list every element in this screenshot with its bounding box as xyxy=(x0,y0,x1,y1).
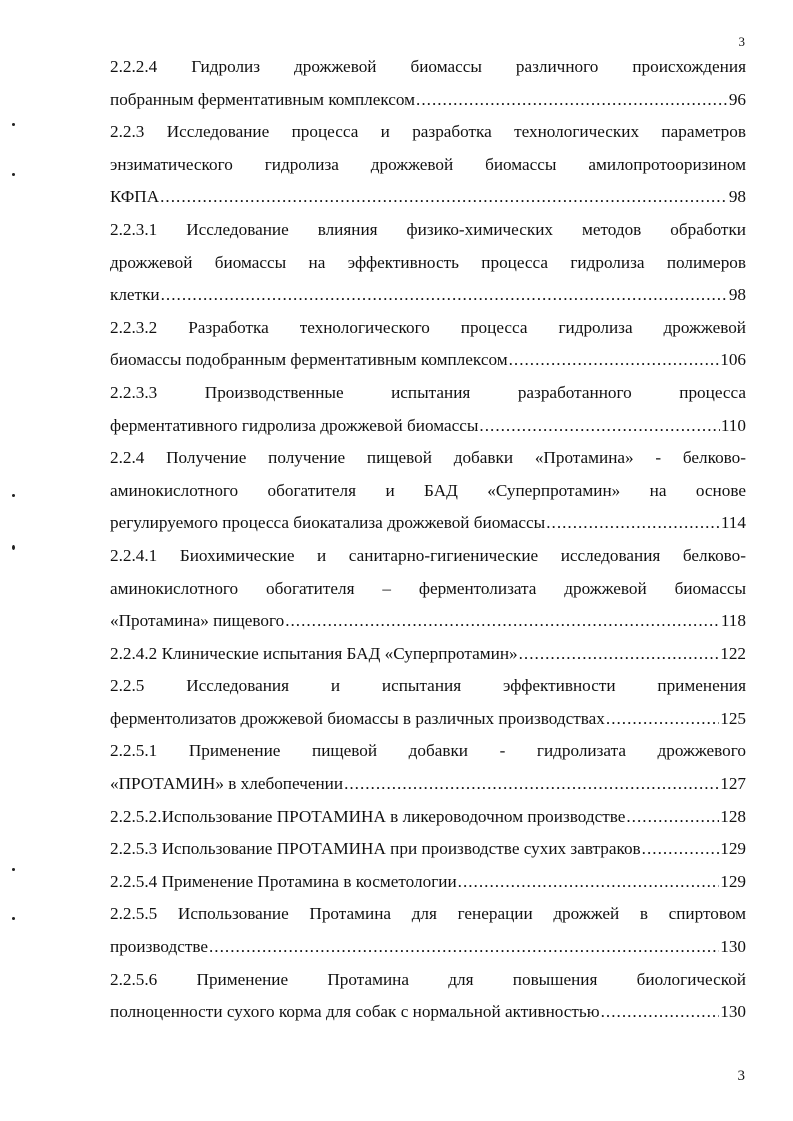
toc-page-number: 129 xyxy=(720,839,746,859)
toc-entry-last-line xyxy=(110,279,746,312)
toc-entry-title: «Протамина» пищевого xyxy=(110,611,285,631)
dot-leader xyxy=(509,344,720,377)
toc-page-number: 128 xyxy=(720,806,746,826)
toc-page-number: 118 xyxy=(720,611,746,631)
toc-entry-line: 2.2.3 Исследование процесса и разработка технологических параметров xyxy=(110,122,746,142)
toc-entry-last-line xyxy=(110,638,746,671)
toc-entry-title: «ПРОТАМИН» в хлебопечении xyxy=(110,774,344,794)
toc-entry-title: производстве xyxy=(110,937,208,957)
toc-page-number: 114 xyxy=(720,513,746,533)
toc-entry-last-line xyxy=(110,507,746,540)
dot-leader xyxy=(479,410,719,443)
toc-entry xyxy=(110,442,746,540)
toc-entry xyxy=(110,898,746,963)
toc-entry-last-line xyxy=(110,801,746,834)
toc-entry-last-line xyxy=(110,703,746,736)
scan-mark xyxy=(12,917,15,920)
toc-entry-line: 2.2.3.2 Разработка технологического процесса гидролиза дрожжевой xyxy=(110,317,746,337)
toc-entry-line: 2.2.5 Исследования и испытания эффективности применения xyxy=(110,676,746,696)
toc-entry-line: 2.2.4.1 Биохимические и санитарно-гигиенические исследования белково- xyxy=(110,545,746,565)
toc-entry-line: 2.2.5.6 Применение Протамина для повышения биологической xyxy=(110,969,746,989)
toc-entry xyxy=(110,801,746,834)
toc-entry xyxy=(110,312,746,377)
toc-entry xyxy=(110,735,746,800)
toc-entry-last-line xyxy=(110,931,746,964)
toc-page-number: 127 xyxy=(720,774,746,794)
toc-entry-title: регулируемого процесса биокатализа дрожжевой биомассы xyxy=(110,513,546,533)
toc-entry-title: ферментативного гидролиза дрожжевой биомассы xyxy=(110,415,479,435)
dot-leader xyxy=(285,605,720,638)
toc-entry xyxy=(110,638,746,671)
toc-entry-title: КФПА xyxy=(110,187,160,207)
dot-leader xyxy=(416,84,728,117)
toc-entry xyxy=(110,833,746,866)
toc-page-number: 96 xyxy=(728,89,746,109)
dot-leader xyxy=(642,833,720,866)
toc-entry-title: 2.2.5.4 Применение Протамина в косметологии xyxy=(110,871,457,891)
toc-entry-title: биомассы подобранным ферментативным комплексом xyxy=(110,350,508,370)
toc-entry-title: побранным ферментативным комплексом xyxy=(110,89,416,109)
dot-leader xyxy=(519,638,720,671)
toc-entry-line: 2.2.3.3 Производственные испытания разработанного процесса xyxy=(110,382,746,402)
toc-entry-last-line xyxy=(110,866,746,899)
toc-page-number: 98 xyxy=(728,285,746,305)
dot-leader xyxy=(458,866,720,899)
page-number-top: 3 xyxy=(738,34,745,49)
toc-entry xyxy=(110,540,746,638)
toc-entry-title: 2.2.5.2.Использование ПРОТАМИНА в ликероводочном производстве xyxy=(110,806,626,826)
toc-page-number: 110 xyxy=(720,415,746,435)
toc-entry-last-line xyxy=(110,833,746,866)
toc-entry-line: 2.2.4 Получение получение пищевой добавки «Протамина» - белково- xyxy=(110,448,746,468)
toc-page-number: 130 xyxy=(720,937,746,957)
toc-entry xyxy=(110,670,746,735)
toc-entry xyxy=(110,116,746,214)
scan-mark xyxy=(12,494,15,497)
toc-page-number: 125 xyxy=(720,708,746,728)
toc-entry-last-line xyxy=(110,410,746,443)
scan-mark xyxy=(12,868,15,871)
toc-entry-title: 2.2.4.2 Клинические испытания БАД «Суперпротамин» xyxy=(110,643,518,663)
toc-entry xyxy=(110,51,746,116)
page-number-bottom: 3 xyxy=(737,1068,745,1084)
dot-leader xyxy=(161,279,728,312)
toc-entry xyxy=(110,866,746,899)
toc-entry-title: клетки xyxy=(110,285,160,305)
toc-entry-last-line xyxy=(110,605,746,638)
toc-entry-title: 2.2.5.3 Использование ПРОТАМИНА при производстве сухих завтраков xyxy=(110,839,641,859)
toc-entry-last-line xyxy=(110,181,746,214)
toc-page-number: 129 xyxy=(720,871,746,891)
scan-mark xyxy=(12,545,15,550)
toc-page-number: 98 xyxy=(728,187,746,207)
dot-leader xyxy=(209,931,719,964)
dot-leader xyxy=(601,996,720,1029)
toc-entry-line: дрожжевой биомассы на эффективность процесса гидролиза полимеров xyxy=(110,252,746,272)
toc-entry-last-line xyxy=(110,344,746,377)
dot-leader xyxy=(546,507,720,540)
toc-entry-line: 2.2.3.1 Исследование влияния физико-химических методов обработки xyxy=(110,219,746,239)
scan-mark xyxy=(12,173,15,176)
table-of-contents xyxy=(110,51,746,1029)
toc-page-number: 122 xyxy=(720,643,746,663)
toc-entry xyxy=(110,214,746,312)
toc-entry-line: 2.2.2.4 Гидролиз дрожжевой биомассы различного происхождения xyxy=(110,57,746,76)
toc-entry xyxy=(110,377,746,442)
toc-entry-line: аминокислотного обогатителя – ферментолизата дрожжевой биомассы xyxy=(110,578,746,598)
scan-mark xyxy=(12,123,15,126)
toc-entry-last-line xyxy=(110,996,746,1029)
toc-page-number: 106 xyxy=(720,350,746,370)
toc-entry-title: полноценности сухого корма для собак с нормальной активностью xyxy=(110,1002,600,1022)
toc-entry-line: энзиматического гидролиза дрожжевой биомассы амилопротооризином xyxy=(110,154,746,174)
toc-page-number: 130 xyxy=(720,1002,746,1022)
dot-leader xyxy=(344,768,719,801)
toc-entry-title: ферментолизатов дрожжевой биомассы в различных производствах xyxy=(110,708,605,728)
toc-entry-line: аминокислотного обогатителя и БАД «Суперпротамин» на основе xyxy=(110,480,746,500)
toc-entry xyxy=(110,964,746,1029)
dot-leader xyxy=(606,703,719,736)
toc-entry-line: 2.2.5.5 Использование Протамина для генерации дрожжей в спиртовом xyxy=(110,904,746,924)
dot-leader xyxy=(160,181,728,214)
toc-entry-last-line xyxy=(110,84,746,117)
dot-leader xyxy=(626,801,719,834)
toc-entry-last-line xyxy=(110,768,746,801)
toc-entry-line: 2.2.5.1 Применение пищевой добавки - гидролизата дрожжевого xyxy=(110,741,746,761)
